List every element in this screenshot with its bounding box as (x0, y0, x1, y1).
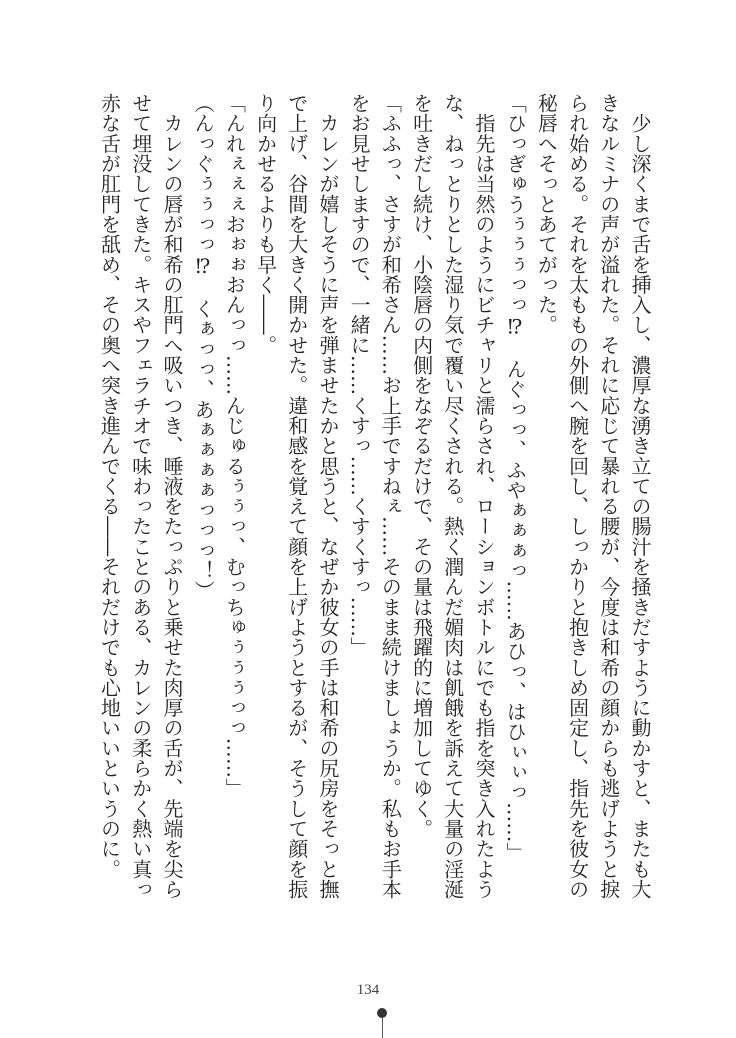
text-column: 「ふふっ、さすが和希さん……お上手ですねぇ……そのまま続けましょうか。私もお手本 (378, 93, 403, 899)
text-column: カレンが嬉しそうに声を弾ませたかと思うと、なぜか彼女の手は和希の尻房をそっと撫 (315, 93, 340, 899)
text-column: り向かせるよりも早く――。 (253, 93, 278, 355)
text-column: な、ねっとりとした湿り気で覆い尽くされる。熱く潤んだ媚肉は飢餓を訴えて大量の淫涎 (440, 93, 465, 899)
text-column: をお見せしますので、一緒に……くすっ……くすくすっ……」 (347, 93, 372, 658)
text-column: 「んれぇぇぇおぉぉおんっっ……んじゅるぅぅっ、むっちゅぅぅぅっっ……」 (222, 93, 247, 799)
text-column: 指先は当然のようにビチャリと濡らされ、ローションボトルにでも指を突き入れたよう (471, 93, 496, 899)
text-column: 「ひっぎゅうぅぅぅっっ⁉ んぐっっ、ふやぁぁぁっ……あひっ、はひぃぃっ……」 (503, 93, 528, 863)
text-column: せて埋没してきた。キスやフェラチオで味わったことのある、カレンの柔らかく熱い真っ (128, 93, 153, 899)
page-number: 134 (356, 982, 380, 998)
body-text (93, 93, 655, 899)
text-column: カレンの唇が和希の肛門へ吸いつき、唾液をたっぷりと乗せた肉厚の舌が、先端を尖ら (159, 93, 184, 899)
text-column: 少し深くまで舌を挿入し、濃厚な湧き立ての腸汁を掻きだすように動かすと、またも大 (628, 93, 652, 899)
text-column: きなルミナの声が溢れた。それに応じて暴れる腰が、今度は和希の顔からも逃げようと捩 (596, 93, 621, 899)
page-marker-line (382, 1017, 383, 1038)
text-column: で上げ、谷間を大きく開かせた。違和感を覚えて顔を上げようとするが、そうして顔を振 (284, 93, 309, 899)
text-column: 赤な舌が肛門を舐め、その奥へ突き進んでくる――それだけでも心地いいというのに。 (97, 93, 122, 879)
text-column: られ始める。それを太ももの外側へ腕を回し、しっかりと抱きしめ固定し、指先を彼女の (565, 93, 590, 899)
text-column: （んっぐぅぅっっ⁉ くぁっっ、あぁぁぁぁっっっ！） (191, 93, 216, 601)
text-column: を吐きだし続け、小陰唇の内側をなぞるだけで、その量は飛躍的に増加してゆく。 (409, 93, 434, 839)
text-column: 秘唇へそっとあてがった。 (534, 93, 559, 335)
